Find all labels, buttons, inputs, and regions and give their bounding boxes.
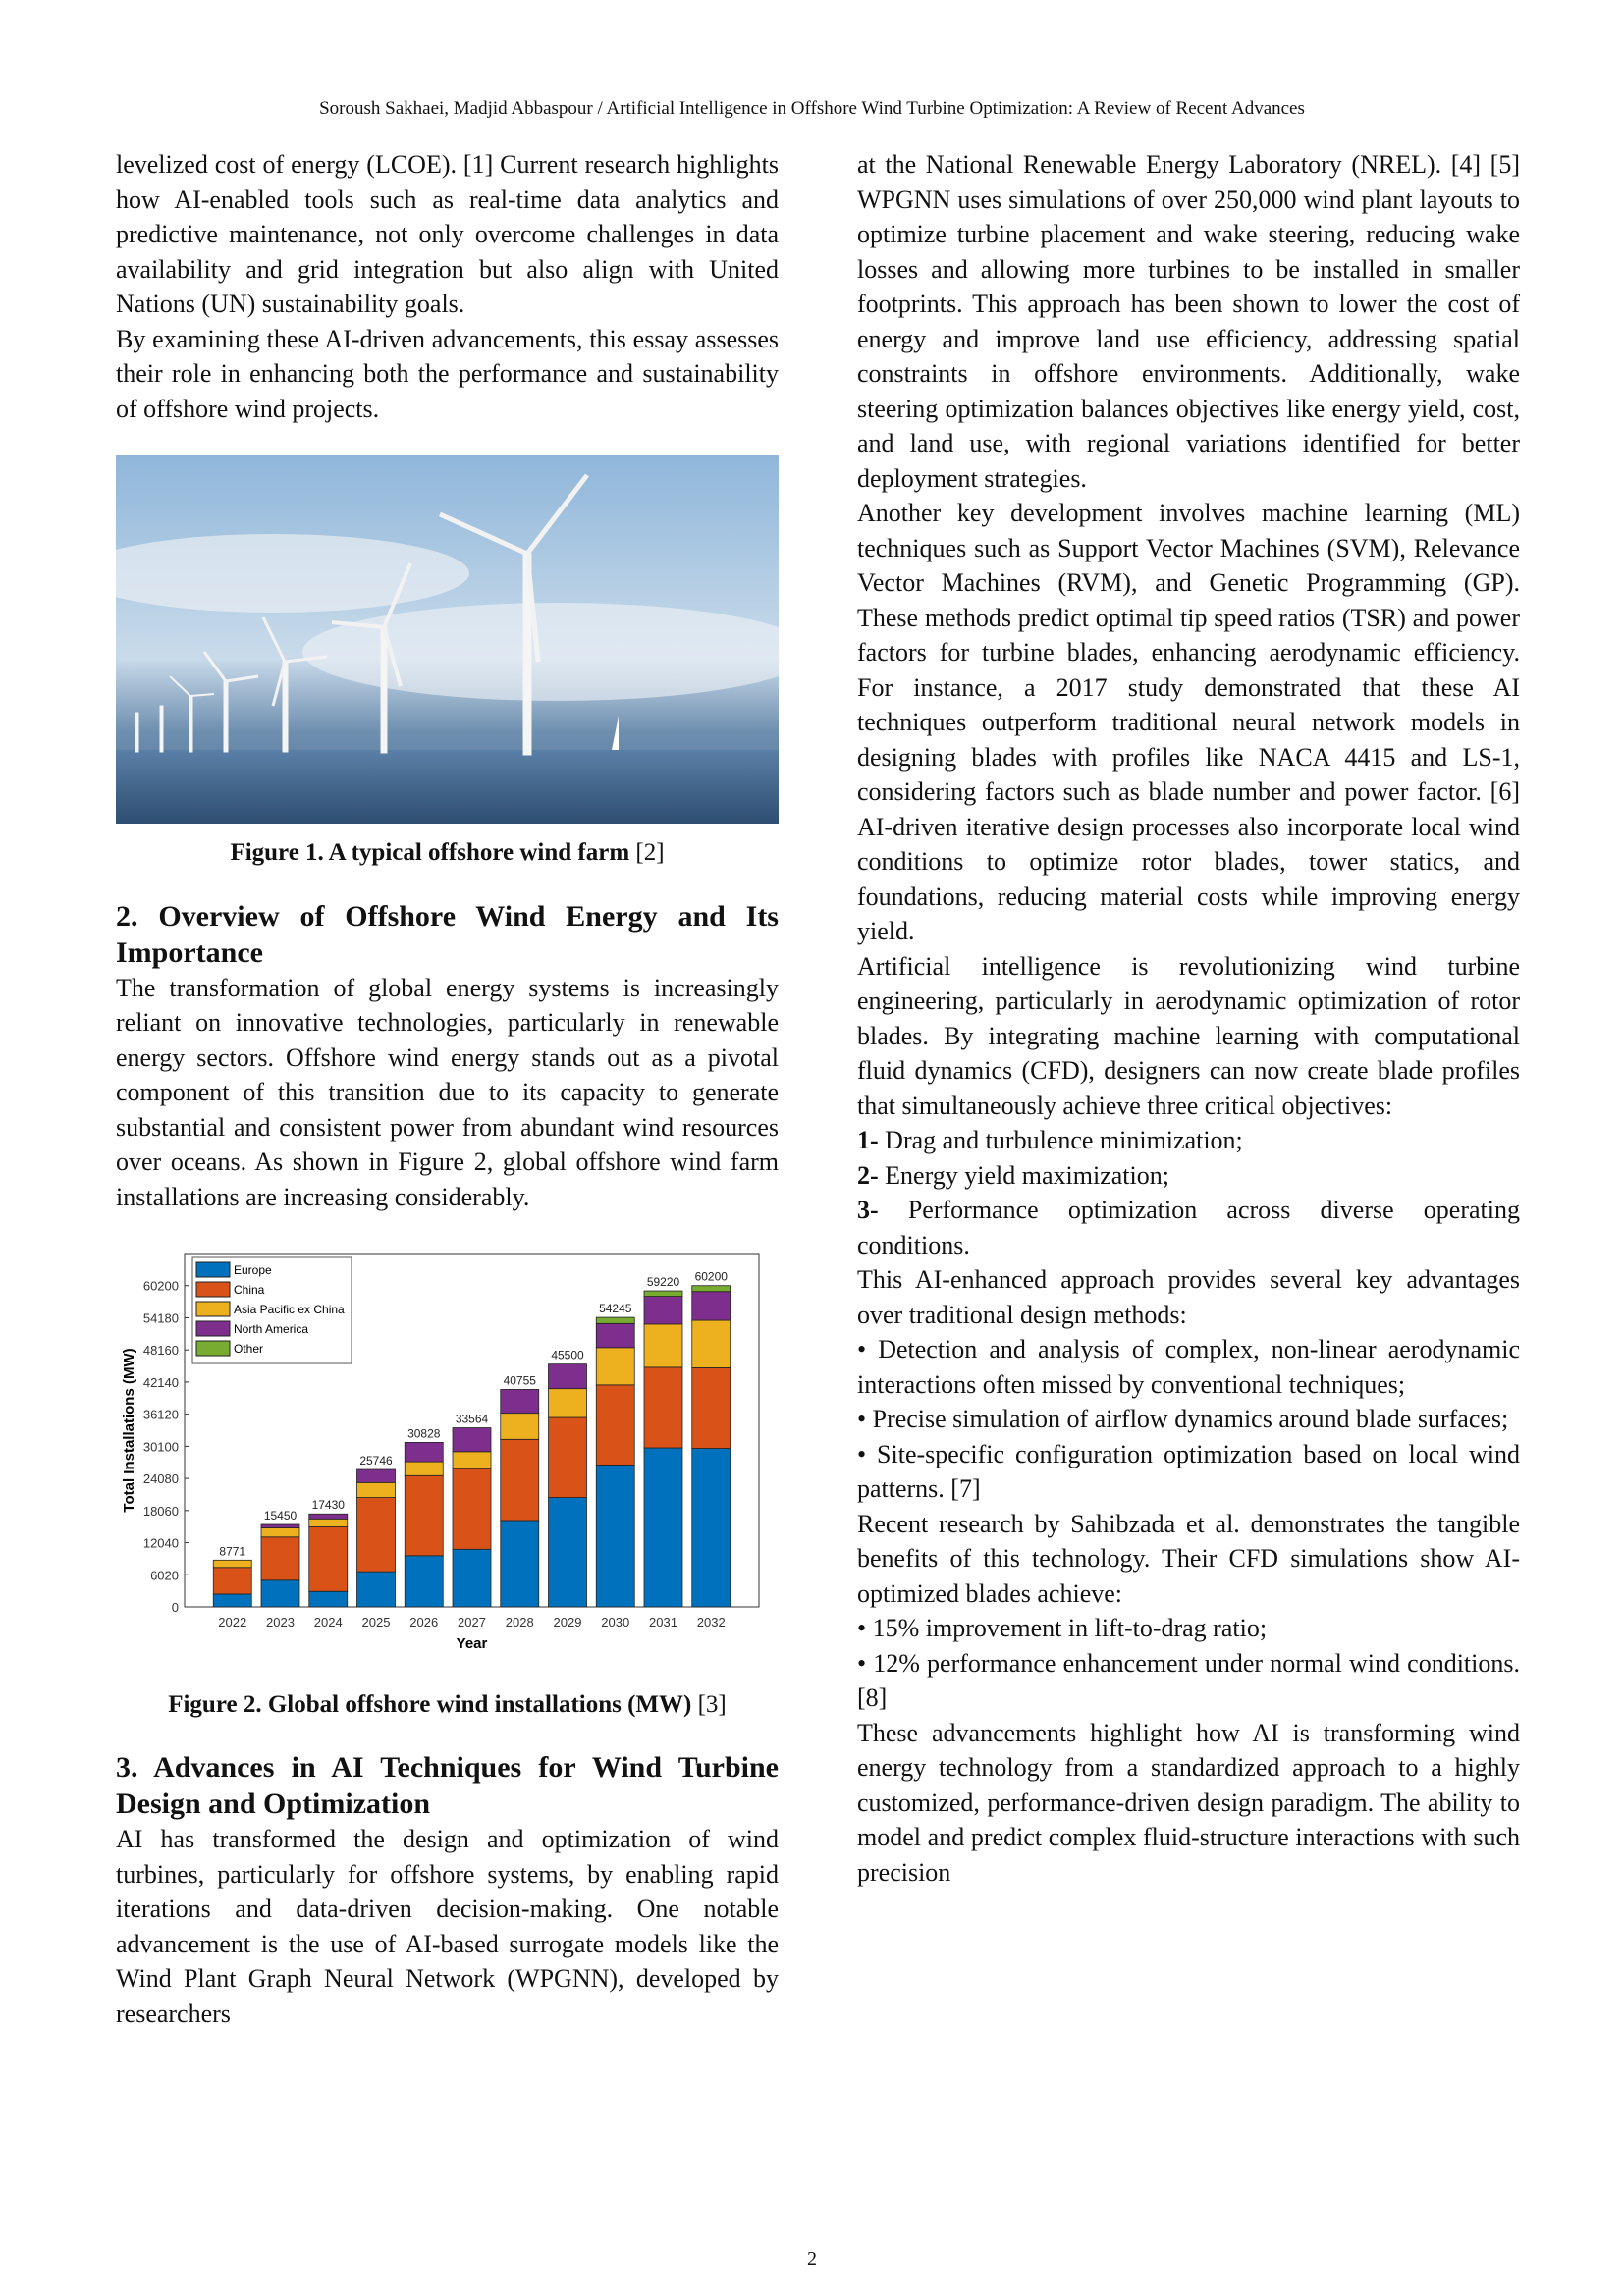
bar-segment-china bbox=[213, 1568, 251, 1594]
bar-segment-europe bbox=[596, 1465, 634, 1607]
y-tick-label: 42140 bbox=[142, 1374, 179, 1390]
x-tick-label: 2031 bbox=[649, 1615, 677, 1629]
paragraph: By examining these AI-driven advancements, this essay assesses their role in enhancing both the performance and sustainability of offshore wind projects. bbox=[116, 324, 779, 423]
bullet-item: • 12% performance enhancement under normal wind conditions. [8] bbox=[857, 1648, 1520, 1712]
bar-segment-china bbox=[309, 1526, 348, 1591]
paragraph: AI has transformed the design and optimization of wind turbines, particularly for offshore systems, by enabling rapid iterations and data-driven decision-making. One notable advancement is the use of AI-based surrogate models like the Wind Plant Graph Neural Network (WPGNN), developed by researchers bbox=[116, 1825, 779, 2028]
x-tick-label: 2030 bbox=[601, 1615, 630, 1629]
bullet-item: • Detection and analysis of complex, non-linear aerodynamic interactions often missed by conventional techniques; bbox=[857, 1335, 1520, 1399]
data-label: 25746 bbox=[359, 1454, 393, 1468]
bar-segment-north-america bbox=[357, 1469, 396, 1482]
legend-entry: Asia Pacific ex China bbox=[234, 1303, 345, 1316]
y-tick-label: 0 bbox=[171, 1600, 179, 1615]
legend-entry: China bbox=[234, 1283, 265, 1297]
data-label: 54245 bbox=[599, 1302, 632, 1316]
chart-svg bbox=[116, 1244, 779, 1666]
bar-segment-china bbox=[596, 1385, 634, 1466]
bullet-item: • 15% improvement in lift-to-drag ratio; bbox=[857, 1614, 1268, 1642]
bar-segment-europe bbox=[357, 1572, 396, 1607]
paragraph: Another key development involves machine learning (ML) techniques such as Support Vector Machines (SVM), Relevance Vector Machines (RVM), and Genetic Programming (GP). These methods predict optimal tip speed ratios (TSR) and power factors for turbine blades, enhancing aerodynamic efficiency. For instance, a 2017 study demonstrated that these AI techniques outperform traditional neural network models in designing blades with profiles like NACA 4415 and LS-1, considering factors such as blade number and power factor. [6] AI-driven iterative design processes also incorporate local wind conditions to optimize rotor blades, tower statics, and foundations, reducing material costs while improving energy yield. bbox=[857, 499, 1520, 945]
bar-segment-europe bbox=[501, 1521, 539, 1607]
bullet-item: • Precise simulation of airflow dynamics around blade surfaces; bbox=[857, 1405, 1509, 1433]
paragraph: This AI-enhanced approach provides several key advantages over traditional design methods: bbox=[857, 1265, 1520, 1329]
paragraph: These advancements highlight how AI is transforming wind energy technology from a standardized approach to a highly customized, performance-driven design paradigm. The ability to model and predict complex fluid-structure interactions with such precision bbox=[857, 1718, 1520, 1887]
data-label: 40755 bbox=[503, 1373, 536, 1388]
y-tick-label: 54180 bbox=[142, 1310, 179, 1326]
bar-segment-north-america bbox=[549, 1364, 587, 1389]
bar-segment-europe bbox=[405, 1556, 443, 1607]
bar-segment-other bbox=[692, 1286, 731, 1292]
bar-segment-north-america bbox=[501, 1389, 539, 1413]
objective-item: 2- Energy yield maximization; bbox=[857, 1160, 1169, 1190]
bar-segment-north-america bbox=[405, 1442, 443, 1462]
bar-segment-north-america bbox=[309, 1514, 348, 1519]
bar-segment-asia-pacific-ex-china bbox=[357, 1482, 396, 1497]
bar-segment-europe bbox=[309, 1591, 348, 1607]
y-tick-label: 18060 bbox=[142, 1503, 179, 1519]
bar-segment-asia-pacific-ex-china bbox=[213, 1560, 251, 1567]
bar-segment-asia-pacific-ex-china bbox=[405, 1462, 443, 1475]
right-column bbox=[857, 147, 1520, 1890]
bar-segment-other bbox=[596, 1317, 634, 1323]
y-tick-label: 48160 bbox=[142, 1343, 179, 1359]
section-3-heading: 3. Advances in AI Techniques for Wind Turbine Design and Optimization bbox=[116, 1751, 779, 1820]
installations-chart bbox=[116, 1244, 779, 1676]
objective-item: 3- Performance optimization across diverse operating conditions. bbox=[857, 1196, 1520, 1259]
bar-segment-north-america bbox=[261, 1524, 299, 1528]
x-tick-label: 2027 bbox=[458, 1615, 486, 1629]
bar-segment-asia-pacific-ex-china bbox=[453, 1452, 491, 1468]
bar-segment-europe bbox=[644, 1448, 682, 1607]
x-axis-label: Year bbox=[456, 1635, 488, 1652]
legend-entry: Europe bbox=[234, 1263, 272, 1277]
legend-swatch bbox=[196, 1282, 230, 1297]
bar-segment-other bbox=[644, 1291, 682, 1297]
x-tick-label: 2029 bbox=[553, 1615, 582, 1629]
bar-segment-asia-pacific-ex-china bbox=[596, 1348, 634, 1385]
bar-segment-asia-pacific-ex-china bbox=[261, 1528, 299, 1537]
legend-entry: Other bbox=[234, 1342, 264, 1356]
bar-segment-china bbox=[453, 1468, 491, 1549]
x-tick-label: 2028 bbox=[505, 1615, 534, 1629]
x-tick-label: 2024 bbox=[313, 1615, 343, 1629]
data-label: 15450 bbox=[263, 1509, 298, 1523]
y-tick-label: 6020 bbox=[150, 1568, 179, 1583]
bar-segment-china bbox=[357, 1498, 396, 1573]
page-number: 2 bbox=[807, 2248, 817, 2269]
y-tick-label: 24080 bbox=[142, 1471, 179, 1487]
data-label: 17430 bbox=[311, 1498, 345, 1513]
paragraph: The transformation of global energy systems is increasingly reliant on innovative technologies, particularly in renewable energy sectors. Offshore wind energy stands out as a pivotal component of this transition due to its capacity to generate substantial and consistent power from abundant wind resources over oceans. As shown in Figure 2, global offshore wind farm installations are increasing considerably. bbox=[116, 973, 779, 1211]
data-label: 8771 bbox=[219, 1544, 246, 1559]
legend-swatch bbox=[196, 1302, 230, 1316]
running-header: Soroush Sakhaei, Madjid Abbaspour / Artificial Intelligence in Offshore Wind Turbine Optimization: A Review of Recent Advances bbox=[319, 98, 1305, 119]
bar-segment-asia-pacific-ex-china bbox=[309, 1519, 348, 1526]
legend-swatch bbox=[196, 1341, 230, 1356]
objective-item: 1- Drag and turbulence minimization; bbox=[857, 1126, 1243, 1154]
x-tick-label: 2026 bbox=[409, 1615, 439, 1629]
bar-segment-europe bbox=[692, 1449, 731, 1607]
data-label: 45500 bbox=[551, 1348, 584, 1362]
paragraph: levelized cost of energy (LCOE). [1] Current research highlights how AI-enabled tools such as real-time data analytics and predictive maintenance, not only overcome challenges in data availability and grid integration but also align with United Nations (UN) sustainability goals. bbox=[116, 150, 779, 318]
bar-segment-asia-pacific-ex-china bbox=[644, 1324, 682, 1367]
bar-segment-china bbox=[261, 1537, 299, 1580]
bar-segment-north-america bbox=[596, 1323, 634, 1347]
paragraph: at the National Renewable Energy Laboratory (NREL). [4] [5] WPGNN uses simulations of over 250,000 wind plant layouts to optimize turbine placement and wake steering, reducing wake losses and allowing more turbines to be installed in smaller footprints. This approach has been shown to lower the cost of energy and improve land use efficiency, addressing spatial constraints in offshore environments. Additionally, wake steering optimization balances objectives like energy yield, cost, and land use, with regional variations identified for better deployment strategies. bbox=[857, 150, 1520, 493]
x-tick-label: 2032 bbox=[696, 1615, 726, 1629]
data-label: 59220 bbox=[646, 1275, 680, 1290]
x-tick-label: 2022 bbox=[218, 1615, 247, 1629]
legend-entry: North America bbox=[234, 1322, 309, 1336]
bar-segment-europe bbox=[549, 1498, 587, 1607]
bar-segment-asia-pacific-ex-china bbox=[549, 1389, 587, 1417]
offshore-wind-farm-photo bbox=[116, 455, 779, 824]
section-2-heading: 2. Overview of Offshore Wind Energy and Its Importance bbox=[116, 899, 779, 969]
bar-segment-china bbox=[644, 1367, 682, 1448]
left-column bbox=[116, 147, 779, 2031]
bar-segment-china bbox=[692, 1367, 731, 1448]
bar-segment-china bbox=[549, 1417, 587, 1498]
bar-segment-north-america bbox=[644, 1297, 682, 1324]
bullet-item: • Site-specific configuration optimization based on local wind patterns. [7] bbox=[857, 1439, 1520, 1503]
bar-segment-north-america bbox=[692, 1292, 731, 1320]
y-tick-label: 12040 bbox=[142, 1535, 179, 1551]
bar-segment-asia-pacific-ex-china bbox=[501, 1414, 539, 1440]
figure-2-caption: Figure 2. Global offshore wind installations (MW) [3] bbox=[168, 1690, 727, 1718]
paragraph: Recent research by Sahibzada et al. demonstrates the tangible benefits of this technology. Their CFD simulations show AI-optimized blades achieve: bbox=[857, 1509, 1520, 1608]
bar-segment-europe bbox=[213, 1594, 251, 1607]
bar-segment-europe bbox=[453, 1549, 491, 1607]
y-tick-label: 60200 bbox=[142, 1278, 179, 1294]
legend-swatch bbox=[196, 1262, 230, 1277]
bar-segment-europe bbox=[261, 1580, 299, 1607]
bar-segment-china bbox=[405, 1475, 443, 1556]
bar-segment-north-america bbox=[453, 1428, 491, 1452]
x-tick-label: 2025 bbox=[361, 1615, 391, 1629]
y-tick-label: 36120 bbox=[142, 1407, 179, 1422]
x-tick-label: 2023 bbox=[266, 1615, 295, 1629]
bar-segment-asia-pacific-ex-china bbox=[692, 1320, 731, 1367]
data-label: 30828 bbox=[407, 1426, 441, 1441]
legend-swatch bbox=[196, 1321, 230, 1336]
paragraph: Artificial intelligence is revolutionizing wind turbine engineering, particularly in aerodynamic optimization of rotor blades. By integrating machine learning with computational fluid dynamics (CFD), designers can now create blade profiles that simultaneously achieve three critical objectives: bbox=[857, 951, 1520, 1120]
y-axis-label: Total Installations (MW) bbox=[121, 1348, 137, 1513]
bar-segment-china bbox=[501, 1439, 539, 1521]
data-label: 60200 bbox=[694, 1269, 728, 1284]
y-tick-label: 30100 bbox=[142, 1439, 179, 1455]
data-label: 33564 bbox=[455, 1412, 489, 1426]
figure-1-caption: Figure 1. A typical offshore wind farm [2] bbox=[230, 839, 665, 866]
